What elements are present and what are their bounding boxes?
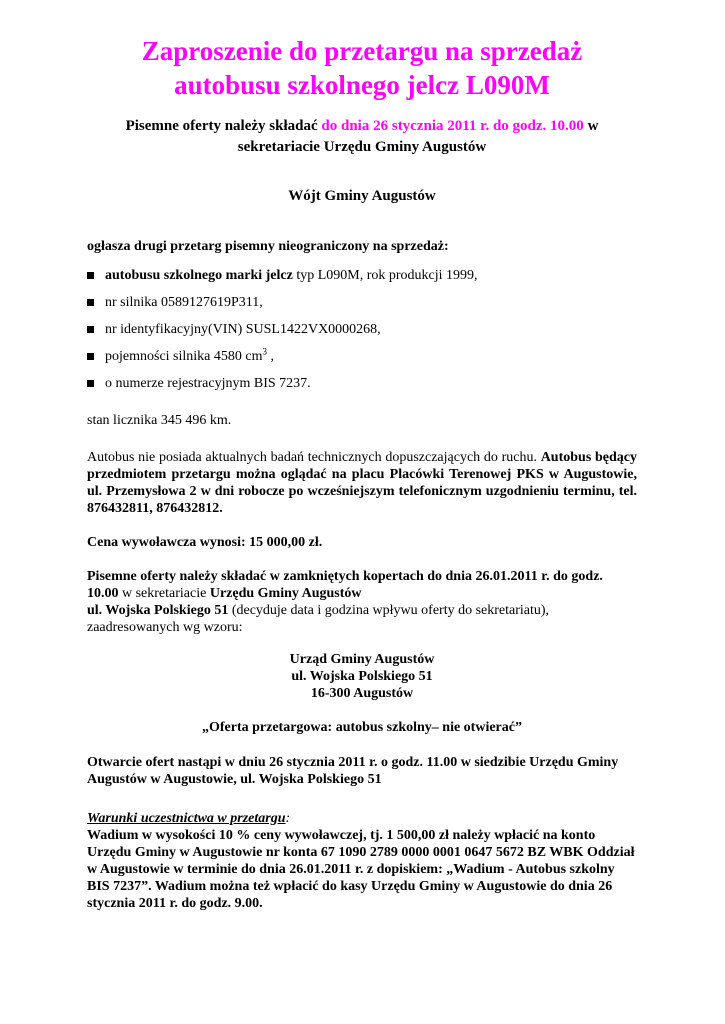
document-title bbox=[87, 34, 637, 102]
list-item bbox=[87, 348, 637, 365]
item-1-bold: autobusu szkolnego marki jelcz bbox=[105, 268, 293, 283]
item-3-text: nr identyfikacyjny(VIN) SUSL1422VX0000268, bbox=[105, 322, 381, 337]
item-4-text: pojemności silnika 4580 cm bbox=[105, 349, 263, 364]
square-bullet-icon bbox=[87, 326, 94, 333]
offer-normal-2: (decyduje data i godzina wpływu oferty do sekretariatu), bbox=[228, 603, 550, 618]
odometer-reading: stan licznika 345 496 km. bbox=[87, 413, 232, 428]
square-bullet-icon bbox=[87, 380, 94, 387]
list-item bbox=[87, 294, 637, 311]
list-item bbox=[87, 375, 637, 392]
offer-bold-3: ul. Wojska Polskiego 51 bbox=[87, 603, 229, 618]
issuer-heading: Wójt Gminy Augustów bbox=[288, 188, 436, 204]
offer-instructions bbox=[87, 568, 637, 636]
title-line-2: autobusu szkolnego jelcz L090M bbox=[174, 70, 550, 100]
document-page bbox=[87, 34, 637, 912]
list-item bbox=[87, 267, 637, 284]
item-5-text: o numerze rejestracyjnym BIS 7237. bbox=[105, 376, 311, 391]
square-bullet-icon bbox=[87, 272, 94, 279]
offer-normal-3: zaadresowanych wg wzoru: bbox=[87, 620, 243, 635]
envelope-label-text: „Oferta przetargowa: autobus szkolny– nie otwierać” bbox=[201, 720, 522, 735]
opening-info bbox=[87, 754, 637, 788]
envelope-label bbox=[87, 719, 637, 736]
square-bullet-icon bbox=[87, 353, 94, 360]
address-line-2: ul. Wojska Polskiego 51 bbox=[291, 669, 433, 684]
conditions-text: Wadium w wysokości 10 % ceny wywoławczej, tj. 1 500,00 zł należy wpłacić na konto Urzędu Gminy w Augustowie nr konta 67 1090 2789 0000 0001 0647 5672 BZ WBK Oddział w Augustowie w terminie do dnia 26.01.2011 r. z dopiskiem: „Wadium - Autobus szkolny BIS 7237”. Wadium można też wpłacić do kasy Urzędu Gminy w Augustowie do dnia 26 stycznia 2011 r. do godz. 9.00. bbox=[87, 828, 635, 911]
mailing-address bbox=[87, 651, 637, 702]
offer-bold-2: Urzędu Gminy Augustów bbox=[209, 586, 362, 601]
offer-normal-1: w sekretariacie bbox=[118, 586, 210, 601]
bus-info-paragraph bbox=[87, 449, 637, 517]
item-4-superscript: 3 bbox=[262, 346, 267, 357]
participation-conditions bbox=[87, 810, 637, 912]
offer-bold-1: Pisemne oferty należy składać w zamkniętych kopertach do dnia 26.01.2011 r. do godz. 10.00 bbox=[87, 569, 603, 601]
subtitle-line-2: sekretariacie Urzędu Gminy Augustów bbox=[237, 139, 487, 155]
conditions-colon: : bbox=[285, 811, 291, 826]
bus-info-normal: Autobus nie posiada aktualnych badań technicznych dopuszczających do ruchu. bbox=[87, 450, 537, 465]
bus-info-bold: Autobus będący przedmiotem przetargu można oglądać na placu Placówki Terenowej PKS w Augustowie, ul. Przemysłowa 2 w dni robocze po wcześniejszym telefonicznym uzgodnieniu terminu, tel. 876432811, 876432812. bbox=[87, 450, 637, 516]
subtitle-deadline-highlight: do dnia 26 stycznia 2011 r. do godz. 10.00 bbox=[321, 118, 584, 134]
opening-info-text: Otwarcie ofert nastąpi w dniu 26 stycznia 2011 r. o godz. 11.00 w siedzibie Urzędu Gminy Augustów w Augustowie, ul. Wojska Polskiego 51 bbox=[87, 755, 619, 787]
starting-price bbox=[87, 534, 637, 551]
address-line-1: Urząd Gminy Augustów bbox=[289, 652, 435, 667]
list-item bbox=[87, 321, 637, 338]
subtitle-part-2: w bbox=[583, 118, 599, 134]
item-4-end: , bbox=[266, 349, 274, 364]
item-1-rest: typ L090M, rok produkcji 1999, bbox=[292, 268, 478, 283]
conditions-heading: Warunki uczestnictwa w przetargu bbox=[87, 811, 286, 826]
submission-deadline bbox=[87, 116, 637, 158]
starting-price-text: Cena wywoławcza wynosi: 15 000,00 zł. bbox=[87, 535, 323, 550]
address-line-3: 16-300 Augustów bbox=[310, 686, 414, 701]
item-2-text: nr silnika 0589127619P311, bbox=[105, 295, 263, 310]
square-bullet-icon bbox=[87, 299, 94, 306]
announcement: ogłasza drugi przetarg pisemny nieograniczony na sprzedaż: bbox=[87, 239, 449, 254]
subtitle-part-1: Pisemne oferty należy składać bbox=[125, 118, 322, 134]
title-line-1: Zaproszenie do przetargu na sprzedaż bbox=[141, 36, 583, 66]
vehicle-details-list bbox=[87, 267, 637, 392]
